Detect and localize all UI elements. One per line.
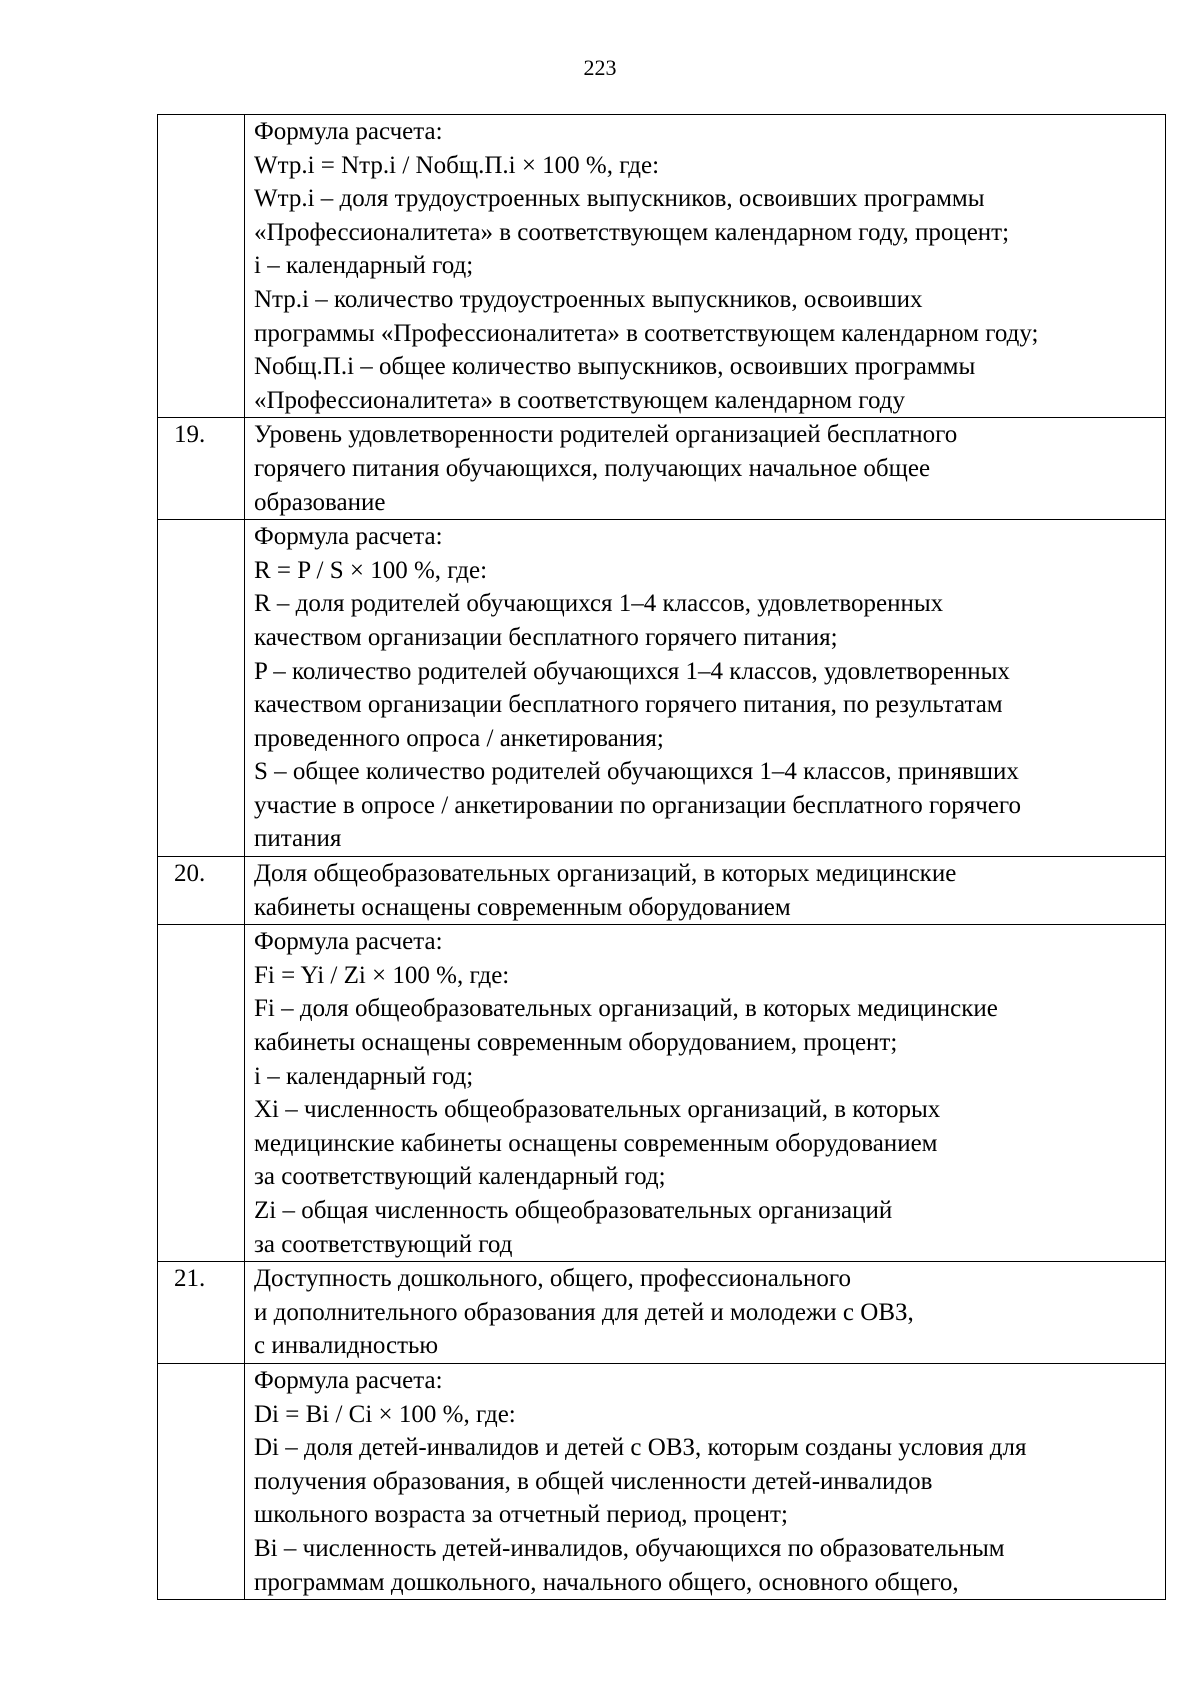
row-text-cell bbox=[245, 1262, 1166, 1364]
text-line: «Профессионалитета» в соответствующем календарном году, процент; bbox=[254, 218, 1010, 246]
table-row bbox=[158, 857, 1166, 925]
text-line: получения образования, в общей численности детей-инвалидов bbox=[254, 1467, 933, 1495]
text-line: кабинеты оснащены современным оборудованием bbox=[254, 893, 791, 921]
text-line: Формула расчета: bbox=[254, 118, 443, 145]
row-number-cell bbox=[158, 925, 245, 1262]
row-text-cell bbox=[245, 1363, 1166, 1599]
text-line: кабинеты оснащены современным оборудованием, процент; bbox=[254, 1029, 898, 1057]
text-line: Di = Bi / Ci × 100 %, где: bbox=[254, 1400, 516, 1428]
text-line: качеством организации бесплатного горячего питания, по результатам bbox=[254, 691, 1003, 719]
text-line: и дополнительного образования для детей и молодежи с ОВЗ, bbox=[254, 1298, 914, 1326]
text-line: R = P / S × 100 %, где: bbox=[254, 556, 488, 584]
text-line: Fi = Yi / Zi × 100 %, где: bbox=[254, 961, 510, 989]
text-line: горячего питания обучающихся, получающих начальное общее bbox=[254, 454, 931, 482]
row-number-cell: 20. bbox=[158, 857, 245, 925]
row-number-cell bbox=[158, 115, 245, 418]
text-line: S – общее количество родителей обучающихся 1–4 классов, принявших bbox=[254, 758, 1019, 786]
text-line: Nтр.i – количество трудоустроенных выпускников, освоивших bbox=[254, 285, 923, 313]
page-number: 223 bbox=[583, 55, 617, 80]
text-line: Доступность дошкольного, общего, профессионального bbox=[254, 1265, 851, 1293]
text-line: качеством организации бесплатного горячего питания; bbox=[254, 623, 838, 651]
table-row bbox=[158, 925, 1166, 1262]
table-row bbox=[158, 115, 1166, 418]
row-number-cell: 19. bbox=[158, 418, 245, 520]
text-line: участие в опросе / анкетировании по организации бесплатного горячего bbox=[254, 791, 1021, 819]
text-line: Доля общеобразовательных организаций, в которых медицинские bbox=[254, 860, 957, 888]
row-number-cell: 21. bbox=[158, 1262, 245, 1364]
row-number-cell bbox=[158, 1363, 245, 1599]
text-line: Nобщ.П.i – общее количество выпускников, освоивших программы bbox=[254, 353, 976, 381]
text-line: Wтр.i = Nтр.i / Nобщ.П.i × 100 %, где: bbox=[254, 151, 660, 179]
text-line: Формула расчета: bbox=[254, 523, 443, 551]
table-body bbox=[158, 115, 1166, 1600]
text-line: R – доля родителей обучающихся 1–4 классов, удовлетворенных bbox=[254, 590, 944, 618]
row-text-cell bbox=[245, 418, 1166, 520]
row-number-cell bbox=[158, 520, 245, 857]
text-line: школьного возраста за отчетный период, процент; bbox=[254, 1501, 788, 1529]
text-line: образование bbox=[254, 488, 386, 516]
row-text-cell bbox=[245, 520, 1166, 857]
table-row bbox=[158, 418, 1166, 520]
text-line: программы «Профессионалитета» в соответствующем календарном году; bbox=[254, 319, 1039, 347]
text-line: за соответствующий календарный год; bbox=[254, 1163, 666, 1191]
table-row bbox=[158, 1262, 1166, 1364]
text-line: Wтр.i – доля трудоустроенных выпускников, освоивших программы bbox=[254, 185, 985, 213]
text-line: с инвалидностью bbox=[254, 1332, 439, 1360]
indicator-table bbox=[157, 114, 1166, 1600]
text-line: Xi – численность общеобразовательных организаций, в которых bbox=[254, 1096, 941, 1124]
row-text-cell bbox=[245, 925, 1166, 1262]
row-text-cell bbox=[245, 857, 1166, 925]
text-line: Уровень удовлетворенности родителей организацией бесплатного bbox=[254, 421, 958, 449]
text-line: Fi – доля общеобразовательных организаций, в которых медицинские bbox=[254, 995, 998, 1023]
text-line: «Профессионалитета» в соответствующем календарном году bbox=[254, 386, 905, 414]
text-line: медицинские кабинеты оснащены современным оборудованием bbox=[254, 1129, 938, 1157]
text-line: Формула расчета: bbox=[254, 928, 443, 956]
text-line: Zi – общая численность общеобразовательных организаций bbox=[254, 1197, 893, 1224]
text-line: i – календарный год; bbox=[254, 252, 474, 280]
text-line: Bi – численность детей-инвалидов, обучающихся по образовательным bbox=[254, 1534, 1005, 1562]
table-row bbox=[158, 1363, 1166, 1599]
text-line: проведенного опроса / анкетирования; bbox=[254, 724, 664, 752]
text-line: P – количество родителей обучающихся 1–4 классов, удовлетворенных bbox=[254, 657, 1010, 685]
text-line: Di – доля детей-инвалидов и детей с ОВЗ, которым созданы условия для bbox=[254, 1434, 1027, 1462]
text-line: i – календарный год; bbox=[254, 1062, 474, 1090]
text-line: за соответствующий год bbox=[254, 1230, 513, 1258]
text-line: питания bbox=[254, 825, 342, 853]
row-text-cell bbox=[245, 115, 1166, 418]
text-line: Формула расчета: bbox=[254, 1366, 443, 1394]
table-row bbox=[158, 520, 1166, 857]
text-line: программам дошкольного, начального общего, основного общего, bbox=[254, 1568, 959, 1596]
